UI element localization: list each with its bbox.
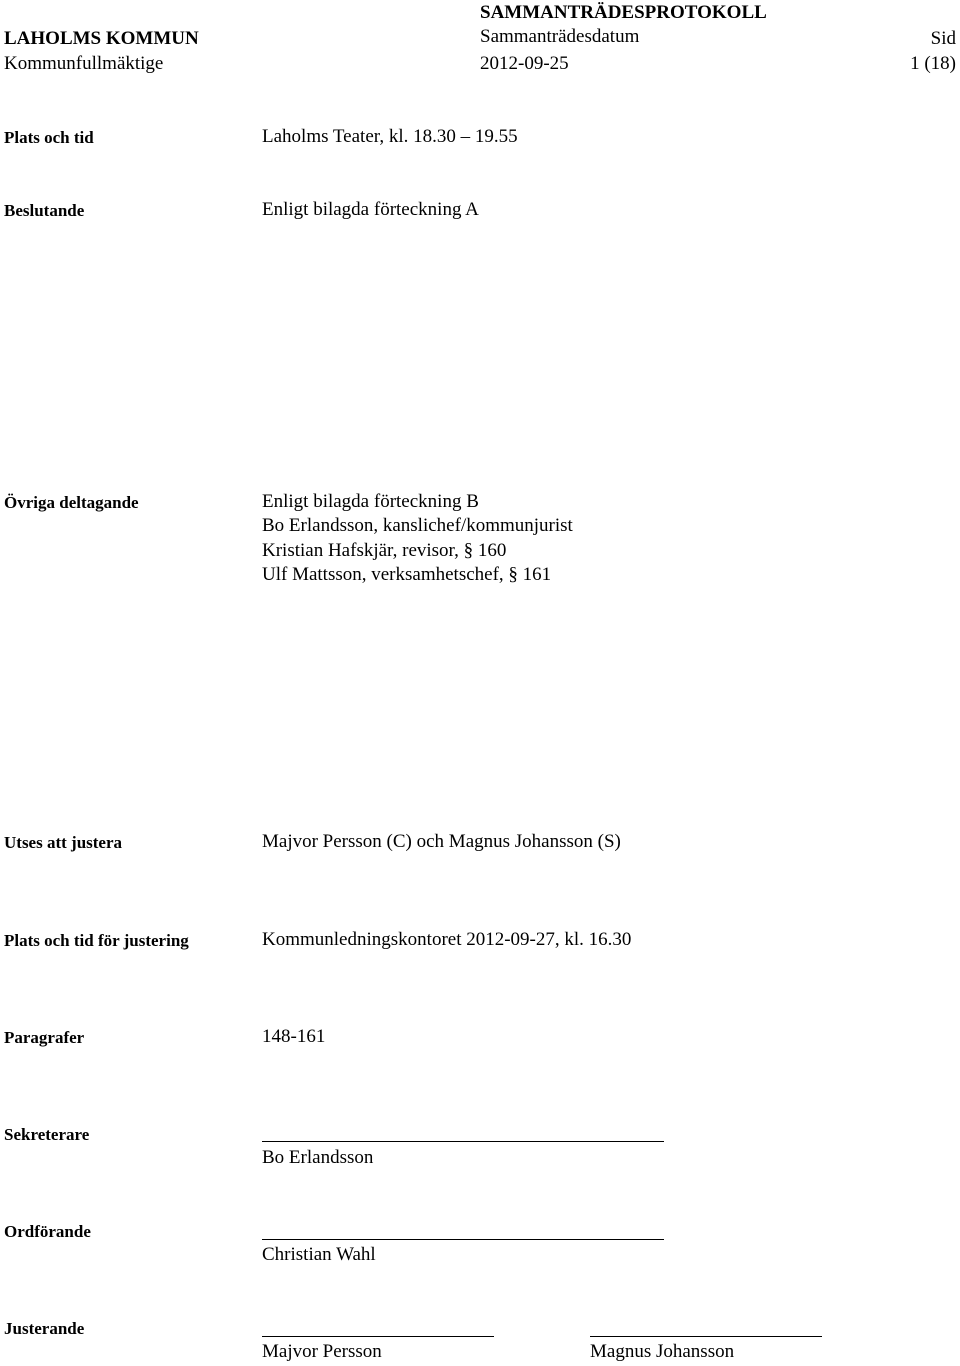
place-time-value: Laholms Teater, kl. 18.30 – 19.55 <box>262 126 518 147</box>
page-number: 1 (18) <box>910 53 956 74</box>
adjuster-name: Majvor Persson <box>262 1341 382 1362</box>
committee-name: Kommunfullmäktige <box>4 53 164 74</box>
chair-name: Christian Wahl <box>262 1244 376 1265</box>
paragraphs-value: 148-161 <box>262 1026 326 1047</box>
chair-signature-line <box>262 1239 664 1240</box>
adjust-place-value: Kommunledningskontoret 2012-09-27, kl. 16.30 <box>262 929 632 950</box>
deciding-label: Beslutande <box>4 201 85 220</box>
adjusters-value: Majvor Persson (C) och Magnus Johansson (S) <box>262 831 621 852</box>
adjuster-signature-line <box>262 1336 494 1337</box>
secretary-label: Sekreterare <box>4 1125 90 1144</box>
other-participants-label: Övriga deltagande <box>4 493 139 512</box>
secretary-signature-line <box>262 1141 664 1142</box>
place-time-label: Plats och tid <box>4 128 94 147</box>
other-participant-line: Kristian Hafskjär, revisor, § 160 <box>262 540 507 561</box>
paragraphs-label: Paragrafer <box>4 1028 85 1047</box>
other-participant-line: Enligt bilagda förteckning B <box>262 491 479 512</box>
adjusters-label: Utses att justera <box>4 833 123 852</box>
document-type: SAMMANTRÄDESPROTOKOLL <box>480 2 767 23</box>
chair-label: Ordförande <box>4 1222 91 1241</box>
other-participant-line: Ulf Mattsson, verksamhetschef, § 161 <box>262 564 552 585</box>
adjusters-signature-label: Justerande <box>4 1319 85 1338</box>
page-label: Sid <box>930 28 956 49</box>
deciding-value: Enligt bilagda förteckning A <box>262 199 479 220</box>
municipality-name: LAHOLMS KOMMUN <box>4 28 199 49</box>
other-participant-line: Bo Erlandsson, kanslichef/kommunjurist <box>262 515 573 536</box>
adjuster-name: Magnus Johansson <box>590 1341 735 1362</box>
adjuster-signature-line <box>590 1336 822 1337</box>
adjust-place-label: Plats och tid för justering <box>4 931 189 950</box>
meeting-date: 2012-09-25 <box>480 53 569 74</box>
meeting-date-label: Sammanträdesdatum <box>480 26 640 47</box>
secretary-name: Bo Erlandsson <box>262 1147 374 1168</box>
